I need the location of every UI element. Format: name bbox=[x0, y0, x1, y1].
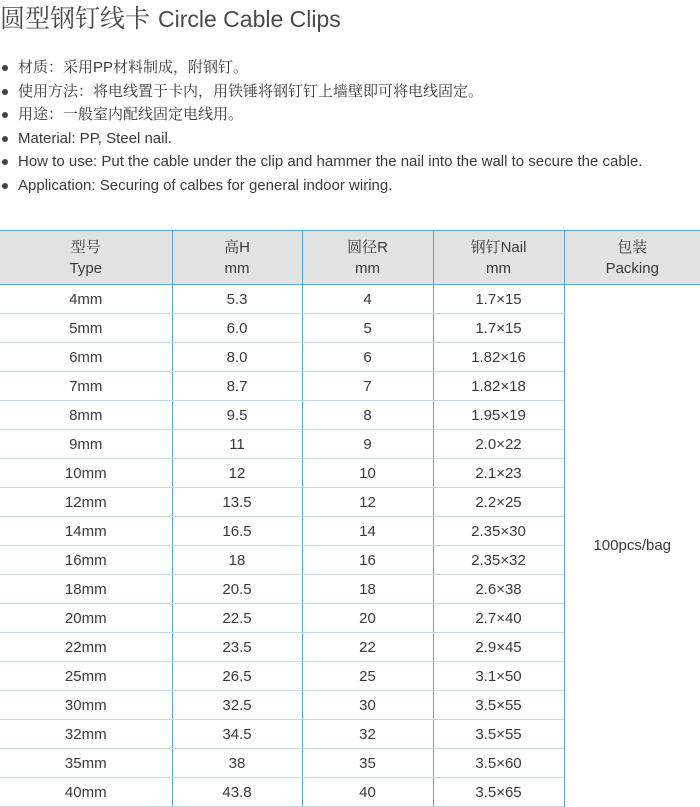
cell-radius: 32 bbox=[302, 720, 433, 749]
cell-type: 18mm bbox=[0, 575, 172, 604]
cell-nail: 1.82×16 bbox=[433, 343, 564, 372]
title-chinese: 圆型钢钉线卡 bbox=[0, 5, 151, 33]
cell-height: 8.7 bbox=[172, 372, 302, 401]
cell-radius: 4 bbox=[302, 285, 433, 314]
cell-radius: 16 bbox=[302, 546, 433, 575]
header-type: 型号 Type bbox=[0, 231, 172, 285]
cell-radius: 20 bbox=[302, 604, 433, 633]
cell-nail: 3.1×50 bbox=[433, 662, 564, 691]
cell-nail: 1.7×15 bbox=[433, 285, 564, 314]
cell-height: 9.5 bbox=[172, 401, 302, 430]
cell-type: 22mm bbox=[0, 633, 172, 662]
cell-radius: 5 bbox=[302, 314, 433, 343]
cell-height: 6.0 bbox=[172, 314, 302, 343]
cell-radius: 18 bbox=[302, 575, 433, 604]
cell-radius: 40 bbox=[302, 778, 433, 807]
cell-packing: 100pcs/bag bbox=[564, 285, 700, 807]
table-header-row bbox=[0, 231, 700, 285]
cell-height: 43.8 bbox=[172, 778, 302, 807]
cell-type: 40mm bbox=[0, 778, 172, 807]
cell-nail: 3.5×60 bbox=[433, 749, 564, 778]
cell-type: 35mm bbox=[0, 749, 172, 778]
cell-height: 26.5 bbox=[172, 662, 302, 691]
table-body bbox=[0, 285, 700, 807]
cell-type: 6mm bbox=[0, 343, 172, 372]
cell-nail: 2.0×22 bbox=[433, 430, 564, 459]
cell-radius: 9 bbox=[302, 430, 433, 459]
cell-radius: 14 bbox=[302, 517, 433, 546]
cell-nail: 2.2×25 bbox=[433, 488, 564, 517]
feature-usage-cn: 使用方法：将电线置于卡内，用铁锤将钢钉钉上墙壁即可将电线固定。 bbox=[0, 80, 643, 104]
table-row bbox=[0, 285, 700, 314]
header-packing: 包装 Packing bbox=[564, 231, 700, 285]
cell-height: 34.5 bbox=[172, 720, 302, 749]
cell-height: 5.3 bbox=[172, 285, 302, 314]
cell-nail: 2.35×30 bbox=[433, 517, 564, 546]
cell-radius: 35 bbox=[302, 749, 433, 778]
feature-application-cn: 用途：一般室内配线固定电线用。 bbox=[0, 103, 643, 127]
cell-type: 30mm bbox=[0, 691, 172, 720]
cell-radius: 22 bbox=[302, 633, 433, 662]
cell-nail: 2.1×23 bbox=[433, 459, 564, 488]
cell-type: 9mm bbox=[0, 430, 172, 459]
cell-type: 7mm bbox=[0, 372, 172, 401]
cell-height: 23.5 bbox=[172, 633, 302, 662]
cell-height: 22.5 bbox=[172, 604, 302, 633]
cell-type: 14mm bbox=[0, 517, 172, 546]
cell-type: 20mm bbox=[0, 604, 172, 633]
cell-type: 16mm bbox=[0, 546, 172, 575]
cell-radius: 7 bbox=[302, 372, 433, 401]
cell-radius: 12 bbox=[302, 488, 433, 517]
cell-type: 4mm bbox=[0, 285, 172, 314]
cell-nail: 1.95×19 bbox=[433, 401, 564, 430]
cell-height: 18 bbox=[172, 546, 302, 575]
cell-radius: 6 bbox=[302, 343, 433, 372]
cell-nail: 1.82×18 bbox=[433, 372, 564, 401]
header-nail: 钢钉Nail mm bbox=[433, 231, 564, 285]
feature-usage-en: How to use: Put the cable under the clip and hammer the nail into the wall to secure the cable. bbox=[0, 150, 643, 174]
cell-nail: 2.9×45 bbox=[433, 633, 564, 662]
cell-radius: 8 bbox=[302, 401, 433, 430]
cell-nail: 1.7×15 bbox=[433, 314, 564, 343]
cell-height: 13.5 bbox=[172, 488, 302, 517]
cell-height: 38 bbox=[172, 749, 302, 778]
cell-type: 32mm bbox=[0, 720, 172, 749]
page-title bbox=[0, 2, 341, 36]
cell-type: 5mm bbox=[0, 314, 172, 343]
cell-type: 10mm bbox=[0, 459, 172, 488]
cell-nail: 2.6×38 bbox=[433, 575, 564, 604]
title-english: Circle Cable Clips bbox=[158, 6, 341, 32]
cell-radius: 30 bbox=[302, 691, 433, 720]
cell-height: 16.5 bbox=[172, 517, 302, 546]
cell-nail: 3.5×55 bbox=[433, 720, 564, 749]
cell-nail: 2.7×40 bbox=[433, 604, 564, 633]
header-radius: 圆径R mm bbox=[302, 231, 433, 285]
spec-table bbox=[0, 230, 700, 807]
feature-material-en: Material: PP, Steel nail. bbox=[0, 127, 643, 151]
cell-height: 20.5 bbox=[172, 575, 302, 604]
cell-type: 25mm bbox=[0, 662, 172, 691]
cell-nail: 2.35×32 bbox=[433, 546, 564, 575]
cell-radius: 10 bbox=[302, 459, 433, 488]
cell-height: 32.5 bbox=[172, 691, 302, 720]
feature-material-cn: 材质：采用PP材料制成，附钢钉。 bbox=[0, 56, 643, 80]
feature-list bbox=[0, 56, 643, 197]
header-height: 高H mm bbox=[172, 231, 302, 285]
cell-height: 11 bbox=[172, 430, 302, 459]
feature-application-en: Application: Securing of calbes for general indoor wiring. bbox=[0, 174, 643, 198]
cell-height: 8.0 bbox=[172, 343, 302, 372]
cell-nail: 3.5×65 bbox=[433, 778, 564, 807]
cell-height: 12 bbox=[172, 459, 302, 488]
cell-nail: 3.5×55 bbox=[433, 691, 564, 720]
cell-radius: 25 bbox=[302, 662, 433, 691]
cell-type: 12mm bbox=[0, 488, 172, 517]
cell-type: 8mm bbox=[0, 401, 172, 430]
